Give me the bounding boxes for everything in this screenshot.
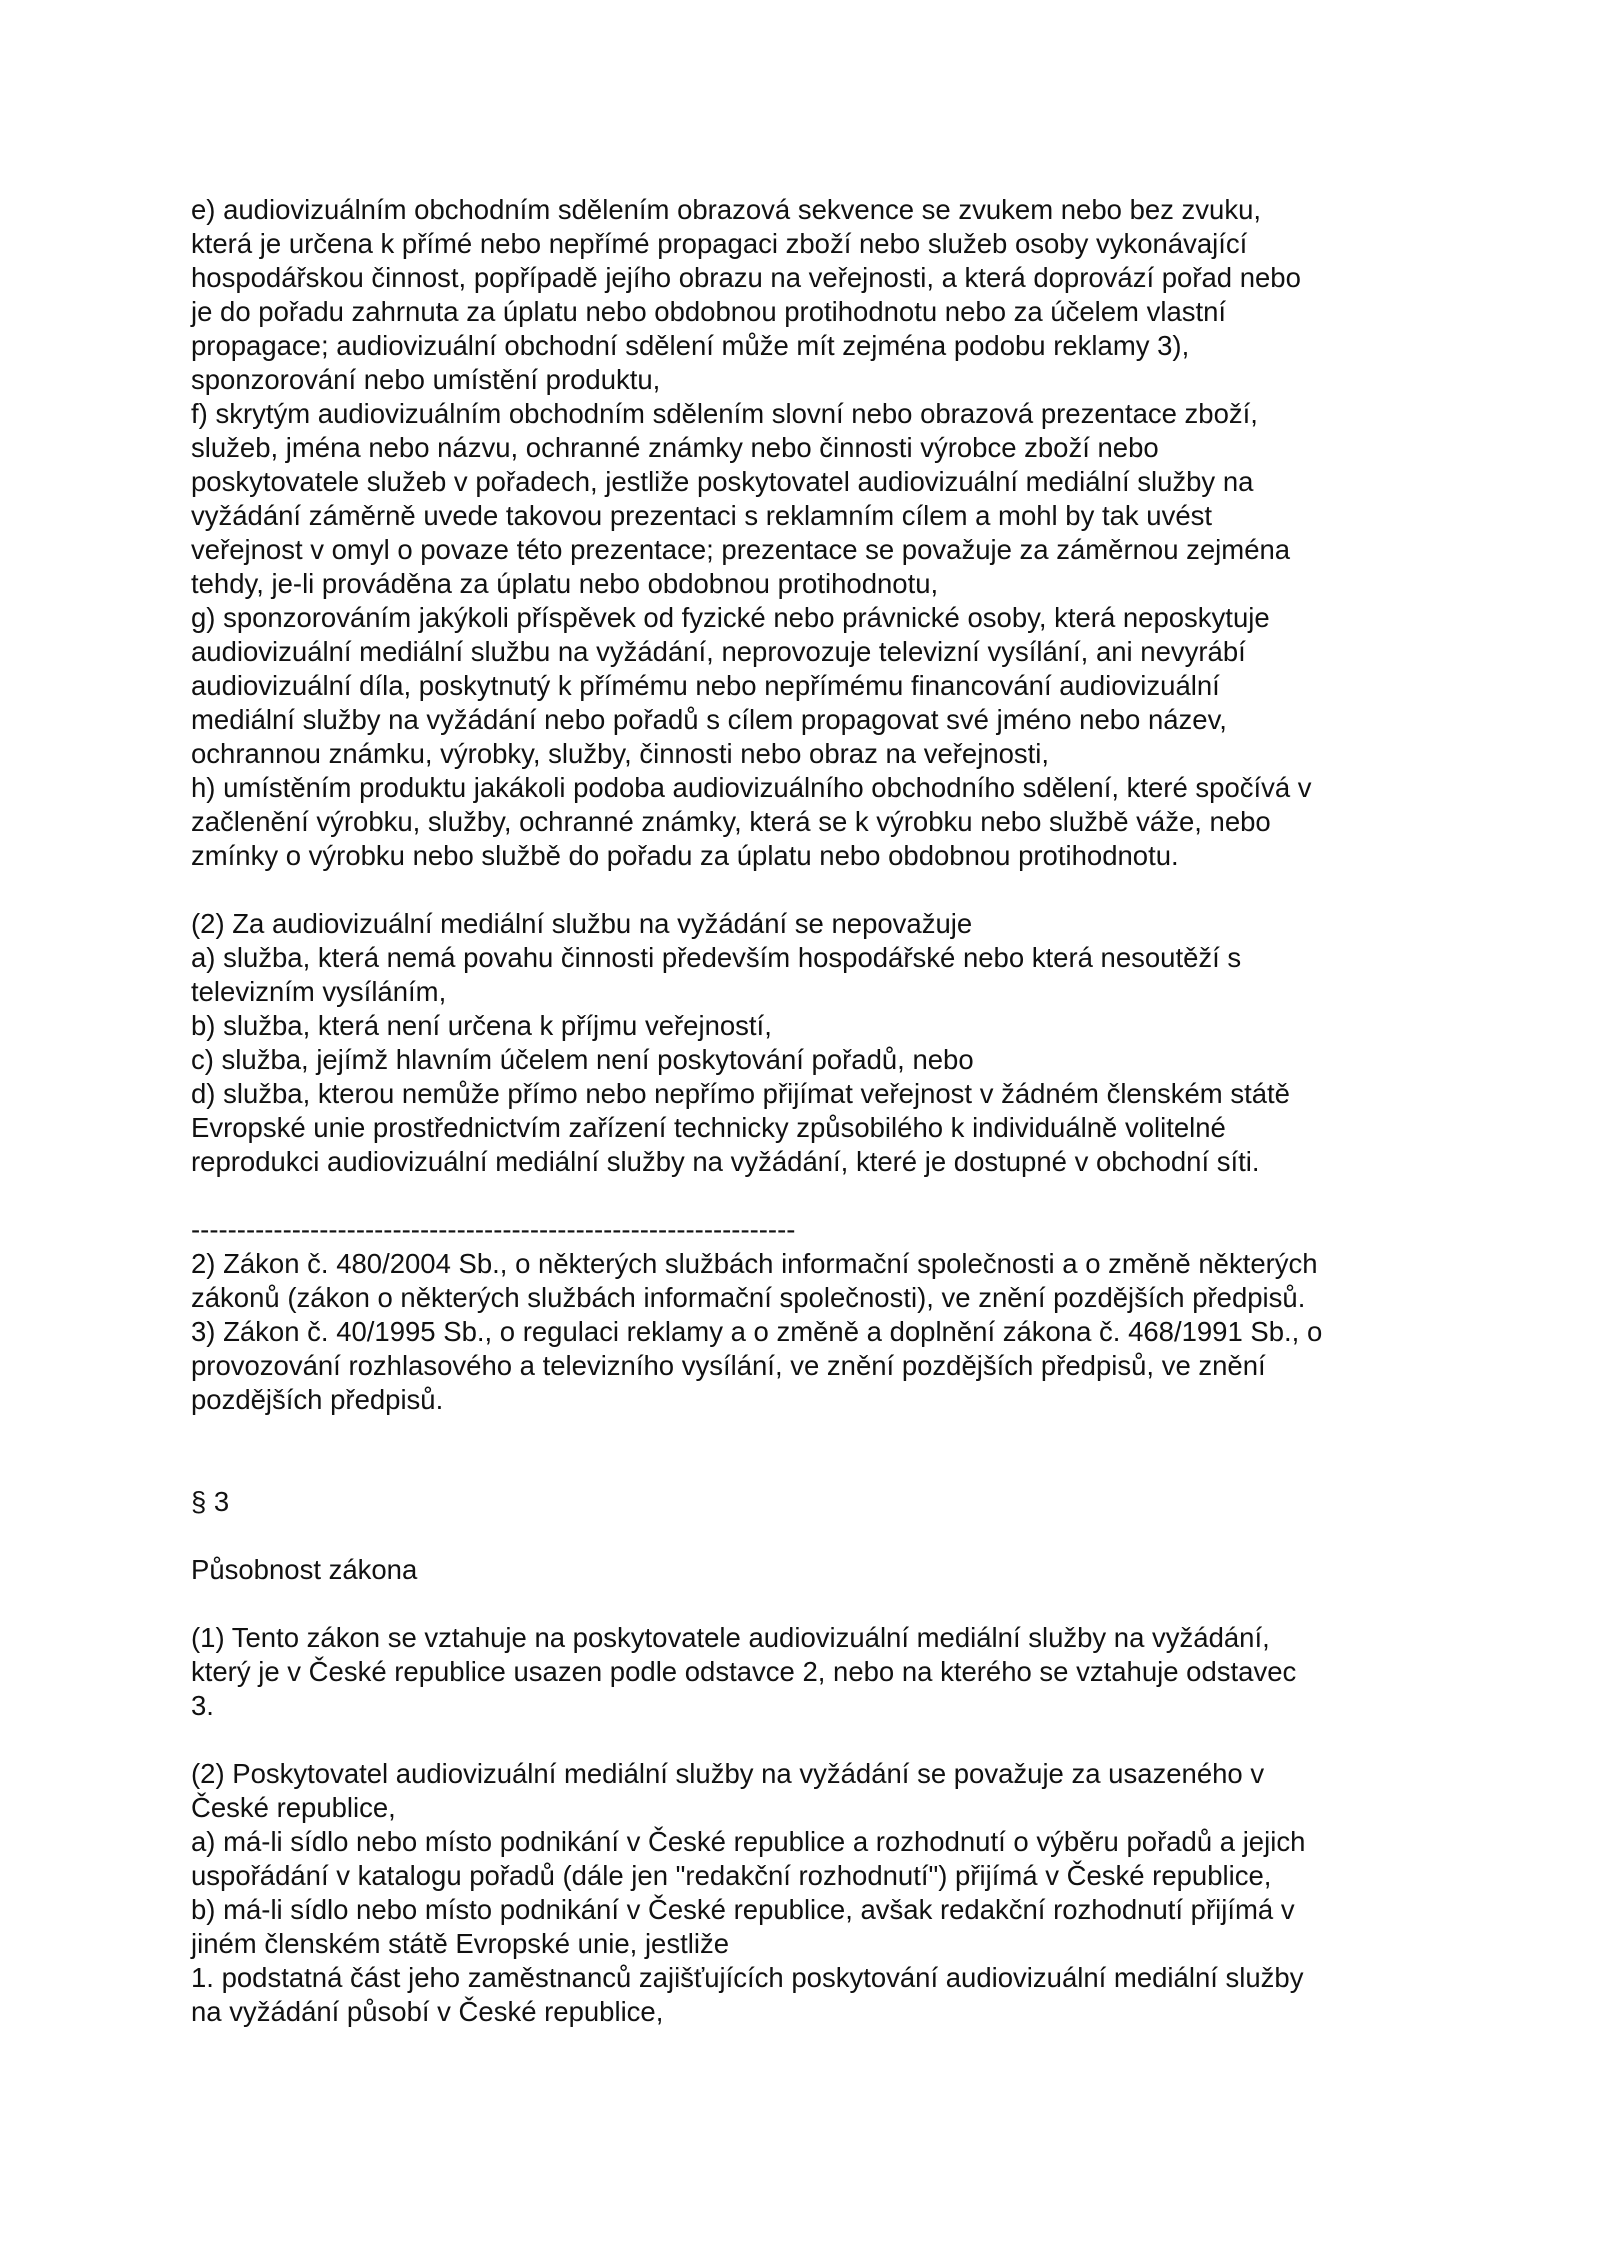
section-title: Působnost zákona: [191, 1554, 418, 1585]
section-number: § 3: [191, 1486, 230, 1517]
definitions-paragraph: e) audiovizuálním obchodním sdělením obrazová sekvence se zvukem nebo bez zvuku, která je určena k přímé nebo nepřímé propagaci zboží nebo služeb osoby vykonávající hospodářskou činnost, popřípadě jejího obrazu na veřejnosti, a která doprovází pořad nebo je do pořadu zahrnuta za úplatu nebo obdobnou protihodnotu nebo za účelem vlastní propagace; audiovizuální obchodní sdělení může mít zejména podobu reklamy 3), sponzorování nebo umístění produktu, f) skrytým audiovizuálním obchodním sdělením slovní nebo obrazová prezentace zboží, služeb, jména nebo názvu, ochranné známky nebo činnosti výrobce zboží nebo poskytovatele služeb v pořadech, jestliže poskytovatel audiovizuální mediální služby na vyžádání záměrně uvede takovou prezentaci s reklamním cílem a mohl by tak uvést veřejnost v omyl o povaze této prezentace; prezentace se považuje za záměrnou zejména tehdy, je-li prováděna za úplatu nebo obdobnou protihodnotu, g) sponzorováním jakýkoli příspěvek od fyzické nebo právnické osoby, která neposkytuje audiovizuální mediální službu na vyžádání, neprovozuje televizní vysílání, ani nevyrábí audiovizuální díla, poskytnutý k přímému nebo nepřímému financování audiovizuální mediální služby na vyžádání nebo pořadů s cílem propagovat své jméno nebo název, ochrannou známku, výrobky, služby, činnosti nebo obraz na veřejnosti, h) umístěním produktu jakákoli podoba audiovizuálního obchodního sdělení, které spočívá v začlenění výrobku, služby, ochranné známky, která se k výrobku nebo službě váže, nebo zmínky o výrobku nebo službě do pořadu za úplatu nebo obdobnou protihodnotu.: [191, 194, 1312, 871]
scope-paragraph-2: (2) Poskytovatel audiovizuální mediální služby na vyžádání se považuje za usazeného v České republice, a) má-li sídlo nebo místo podnikání v České republice a rozhodnutí o výběru pořadů a jejich uspořádání v katalogu pořadů (dále jen "redakční rozhodnutí") přijímá v České republice, b) má-li sídlo nebo místo podnikání v České republice, avšak redakční rozhodnutí přijímá v jiném členském státě Evropské unie, jestliže 1. podstatná část jeho zaměstnanců zajišťujících poskytování audiovizuální mediální služby na vyžádání působí v České republice,: [191, 1758, 1306, 2027]
document-page: [191, 193, 1461, 2029]
scope-paragraph-1: (1) Tento zákon se vztahuje na poskytovatele audiovizuální mediální služby na vyžádání, který je v České republice usazen podle odstavce 2, nebo na kterého se vztahuje odstavec 3.: [191, 1622, 1297, 1721]
footnotes: 2) Zákon č. 480/2004 Sb., o některých službách informační společnosti a o změně některých zákonů (zákon o některých službách informační společnosti), ve znění pozdějších předpisů. 3) Zákon č. 40/1995 Sb., o regulaci reklamy a o změně a doplnění zákona č. 468/1991 Sb., o provozování rozhlasového a televizního vysílání, ve znění pozdějších předpisů, ve znění pozdějších předpisů.: [191, 1248, 1323, 1415]
exclusions-paragraph: (2) Za audiovizuální mediální službu na vyžádání se nepovažuje a) služba, která nemá povahu činnosti především hospodářské nebo která nesoutěží s televizním vysíláním, b) služba, která není určena k příjmu veřejností, c) služba, jejímž hlavním účelem není poskytování pořadů, nebo d) služba, kterou nemůže přímo nebo nepřímo přijímat veřejnost v žádném členském státě Evropské unie prostřednictvím zařízení technicky způsobilého k individuálně volitelné reprodukci audiovizuální mediální služby na vyžádání, které je dostupné v obchodní síti.: [191, 908, 1290, 1177]
footnote-separator: ------------------------------------------------------------------: [191, 1214, 796, 1245]
